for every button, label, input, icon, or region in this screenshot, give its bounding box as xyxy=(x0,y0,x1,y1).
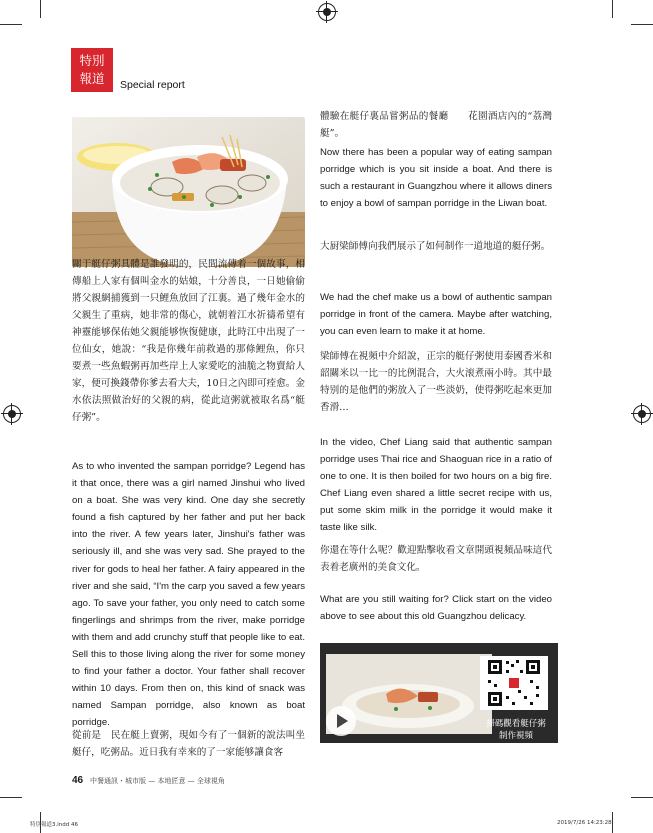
section-badge xyxy=(71,48,113,92)
right-en-cta: What are you still waiting for? Click start on the video above to see about this old Guangzhou delicacy. xyxy=(320,594,552,623)
right-en-chef: We had the chef make us a bowl of authentic sampan porridge in front of the camera. Maybe after watching, you can even learn to make it at home. xyxy=(320,292,552,338)
crop-mark xyxy=(612,0,613,18)
crop-mark xyxy=(40,0,41,18)
right-zh-intro-cont: 體驗在艇仔裏品嘗粥品的餐廳 花園酒店內的“荔灣艇”。 xyxy=(320,111,552,139)
left-en-story: As to who invented the sampan porridge? Legend has it that once, there was a girl named Jinshui who lived on a boat. She was very kind. One day she secretly found a fish captured by her father and put her back into the river. A few years later, Jinshui's father was seriously ill, and she was very sad. She prayed to the river for gods to heal her father. A fairy appeared in the river and she said, “I'm the carp you saved a few years ago. To save your father, you only need to catch some fingerlings and shrimps from the river, make porridge with them and add crunchy stuff that people like to eat. Sell this to those living along the river for some money to find your father a doctor. Your father shall recover within 10 days. From then on, this kind of snack was named Sampan porridge, also known as boat porridge. xyxy=(72,461,305,729)
registration-mark-right-icon xyxy=(633,405,651,423)
play-button-icon[interactable] xyxy=(326,706,356,736)
publication-name: 中餐通訊・城市版 — 本地匠意 — 全球視角 xyxy=(90,777,225,785)
qr-caption-line1: 掃碼觀看艇仔粥 xyxy=(486,719,546,729)
left-zh-story: 關于艇仔粥具體是誰發明的，民間流傳着一個故事，相傳船上人家有個叫金水的姑娘，十分善良，一日她偷偷將父親網捕獲到一只鯉魚放回了江裏。過了幾年金水的父親生了重病，她非常的傷心，就朝着江水祈禱希望有神靈能够保佑她父親能够恢復健康，此時江中出現了一位仙女，她說：“我是你幾年前救過的那條鯉魚，你只要煮一些魚蝦粥再加些岸上人家愛吃的油脆之物賣給人家，便可換錢帶你爹去看大夫，10日之內即可痊愈。金水依法照做治好的父親的病，從此這粥就被取名爲“艇仔粥”。 xyxy=(72,259,305,423)
print-slug-date: 2019/7/26 14:23:28 xyxy=(557,820,612,826)
crop-mark xyxy=(631,24,653,25)
section-label: Special report xyxy=(120,79,185,91)
qr-caption xyxy=(476,718,556,742)
registration-mark-top-icon xyxy=(318,3,336,21)
right-zh-cta: 你還在等什么呢？歡迎點擊收看文章開頭視頻品味這代表着老廣州的美食文化。 xyxy=(320,545,552,573)
qr-caption-line2: 制作視頻 xyxy=(498,731,533,741)
qr-code[interactable] xyxy=(480,656,548,710)
left-zh-intro: 從前是 民在艇上賣粥，現如今有了一個新的說法叫坐艇仔，吃粥品。近日我有幸來的了一家能够讓食客 xyxy=(72,730,305,758)
right-en-intro: Now there has been a popular way of eating sampan porridge which is you sit inside a boat. And there is such a restaurant in Guangzhou where it allows diners to enjoy a bowl of sampan porridge in the Liwan boat. xyxy=(320,147,552,210)
porridge-photo xyxy=(72,117,305,267)
section-badge-line2: 報道 xyxy=(79,71,105,86)
right-en-recipe: In the video, Chef Liang said that authentic sampan porridge uses Thai rice and Shaoguan rice in a ratio of one to one. It is then boiled for two hours on a big fire. Chef Liang even shared a little secret recipe with us, put some skim milk in the porridge it would make it taste like silk. xyxy=(320,437,552,534)
print-slug-file: 特別報道3.indd 46 xyxy=(30,822,78,828)
right-zh-recipe: 梁師傅在視頻中介紹說，正宗的艇仔粥使用泰國香米和韶關米以一比一的比例混合，大火滚煮兩小時。其中最特别的是他們的粥放入了一些淡奶，使得粥吃起來更加香滑… xyxy=(320,351,552,413)
section-badge-line1: 特別 xyxy=(79,53,105,68)
crop-mark xyxy=(612,812,613,833)
crop-mark xyxy=(0,24,22,25)
right-zh-chef: 大厨梁師傅向我們展示了如何制作一道地道的艇仔粥。 xyxy=(320,241,551,252)
page-number: 46 xyxy=(72,775,84,786)
crop-mark xyxy=(0,797,22,798)
registration-mark-left-icon xyxy=(3,405,21,423)
crop-mark xyxy=(631,797,653,798)
